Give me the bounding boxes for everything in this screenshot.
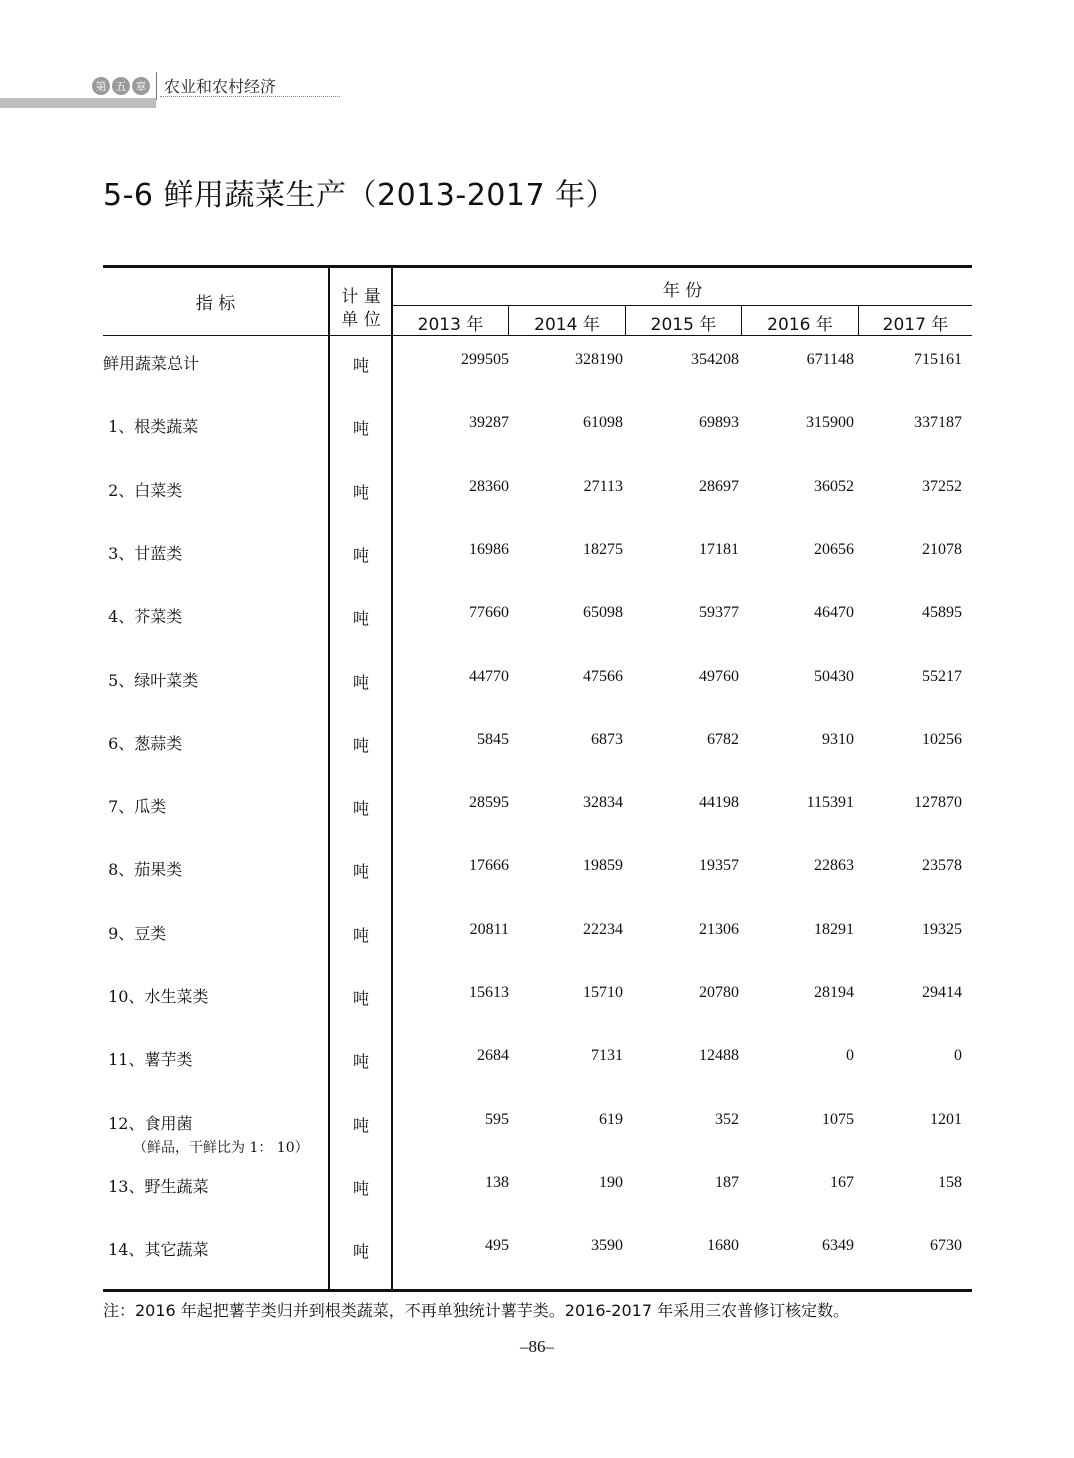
row-value-cell: 158 [938,1174,962,1191]
table-row [103,1237,972,1300]
table-row [103,604,972,667]
header-year: 2017 年 [882,315,949,335]
row-unit: 吨 [352,1116,369,1135]
table-row [103,984,972,1047]
row-indicator-name: 11、薯芋类 [103,1050,193,1069]
row-value-cell: 595 [485,1111,509,1128]
row-value-cell: 12488 [699,1047,739,1064]
row-value-cell: 138 [485,1174,509,1191]
row-indicator-name: 8、茄果类 [103,860,183,879]
row-value-cell: 28697 [699,478,739,495]
row-value-cell: 495 [485,1237,509,1254]
row-value-cell: 32834 [583,794,623,811]
row-value-cell: 10256 [922,731,962,748]
row-unit: 吨 [352,989,369,1008]
table-row [103,478,972,541]
header-unit-line1: 计 量 [341,287,381,307]
row-indicator-name: 鲜用蔬菜总计 [103,354,200,373]
year-group-rule [392,305,972,306]
row-value-cell: 167 [830,1174,854,1191]
row-value-cell: 17666 [469,857,509,874]
row-unit: 吨 [352,1052,369,1071]
row-unit: 吨 [352,673,369,692]
row-value-cell: 44770 [469,668,509,685]
row-unit: 吨 [352,356,369,375]
row-indicator-name: 6、葱蒜类 [103,734,183,753]
row-indicator-note: （鲜品，干鲜比为 1： 10） [133,1140,309,1156]
header-divider [156,72,157,100]
row-value-cell: 1680 [707,1237,739,1254]
running-header [0,0,1074,110]
row-value-cell: 3590 [591,1237,623,1254]
row-indicator-name: 14、其它蔬菜 [103,1240,209,1259]
row-unit: 吨 [352,736,369,755]
row-value-cell: 20780 [699,984,739,1001]
row-indicator-name: 3、甘蓝类 [103,544,183,563]
row-indicator-name: 5、绿叶菜类 [103,671,199,690]
row-value-cell: 337187 [914,414,962,431]
row-value-cell: 127870 [914,794,962,811]
chapter-title: 农业和农村经济 [164,77,277,96]
row-unit: 吨 [352,1179,369,1198]
row-value-cell: 187 [715,1174,739,1191]
row-value-cell: 17181 [699,541,739,558]
row-value-cell: 21078 [922,541,962,558]
row-value-cell: 28360 [469,478,509,495]
row-unit: 吨 [352,926,369,945]
row-value-cell: 27113 [583,478,623,495]
row-value-cell: 59377 [699,604,739,621]
row-value-cell: 6782 [707,731,739,748]
table-row [103,351,972,414]
row-value-cell: 299505 [461,351,509,368]
row-unit: 吨 [352,419,369,438]
row-value-cell: 39287 [469,414,509,431]
data-table [103,265,972,1292]
row-value-cell: 18291 [814,921,854,938]
row-value-cell: 16986 [469,541,509,558]
header-dotted-rule [160,96,340,97]
row-indicator-name: 4、芥菜类 [103,607,183,626]
header-year: 2014 年 [534,315,600,335]
row-value-cell: 50430 [814,668,854,685]
table-top-rule [103,265,972,268]
row-value-cell: 15613 [469,984,509,1001]
row-value-cell: 69893 [699,414,739,431]
table-row [103,668,972,731]
row-value-cell: 18275 [583,541,623,558]
header-indicator: 指 标 [195,294,236,314]
row-indicator-name: 12、食用菌 [103,1114,193,1133]
row-value-cell: 315900 [806,414,854,431]
table-row [103,541,972,604]
row-indicator-name: 9、豆类 [103,924,167,943]
table-row [103,731,972,794]
row-indicator-name: 7、瓜类 [103,797,167,816]
row-indicator-name: 1、根类蔬菜 [103,417,199,436]
row-value-cell: 354208 [691,351,739,368]
row-value-cell: 29414 [922,984,962,1001]
row-value-cell: 15710 [583,984,623,1001]
row-value-cell: 20656 [814,541,854,558]
row-value-cell: 671148 [806,351,854,368]
row-value-cell: 55217 [922,668,962,685]
row-unit: 吨 [352,1242,369,1261]
row-unit: 吨 [352,546,369,565]
row-unit: 吨 [352,483,369,502]
row-value-cell: 49760 [699,668,739,685]
row-value-cell: 46470 [814,604,854,621]
footnote: 注：2016 年起把薯芋类归并到根类蔬菜，不再单独统计薯芋类。2016-2017 年采用三农普修订核定数。 [103,1301,850,1320]
chapter-badge-char: 章 [132,77,150,95]
table-row [103,794,972,857]
row-value-cell: 22234 [583,921,623,938]
page-number: –86– [520,1337,554,1356]
row-unit: 吨 [352,799,369,818]
row-value-cell: 715161 [914,351,962,368]
header-year: 2016 年 [767,315,833,335]
row-value-cell: 65098 [583,604,623,621]
row-value-cell: 28595 [469,794,509,811]
row-value-cell: 20811 [469,921,509,938]
row-unit: 吨 [352,609,369,628]
row-value-cell: 19325 [922,921,962,938]
row-value-cell: 2684 [477,1047,509,1064]
row-value-cell: 22863 [814,857,854,874]
row-value-cell: 61098 [583,414,623,431]
row-value-cell: 47566 [583,668,623,685]
row-value-cell: 6730 [930,1237,962,1254]
header-year: 2013 年 [417,315,484,335]
row-value-cell: 77660 [469,604,509,621]
row-value-cell: 115391 [806,794,854,811]
table-row [103,1111,972,1174]
row-value-cell: 21306 [699,921,739,938]
row-indicator-name: 10、水生菜类 [103,987,209,1006]
row-unit: 吨 [352,862,369,881]
row-value-cell: 28194 [814,984,854,1001]
row-value-cell: 19859 [583,857,623,874]
row-value-cell: 619 [599,1111,623,1128]
row-value-cell: 0 [846,1047,854,1064]
row-value-cell: 0 [954,1047,962,1064]
table-row [103,857,972,920]
row-value-cell: 37252 [922,478,962,495]
header-year: 2015 年 [650,315,717,335]
page-title: 5-6 鲜用蔬菜生产（2013-2017 年） [103,178,617,213]
chapter-badge-char: 五 [112,77,130,95]
row-indicator-name: 13、野生蔬菜 [103,1177,209,1196]
row-indicator-name: 2、白菜类 [103,481,183,500]
row-value-cell: 190 [599,1174,623,1191]
header-years-group: 年 份 [662,281,703,301]
row-value-cell: 6349 [822,1237,854,1254]
row-value-cell: 5845 [477,731,509,748]
row-value-cell: 7131 [591,1047,623,1064]
chapter-badge [92,74,150,98]
row-value-cell: 352 [715,1111,739,1128]
row-value-cell: 9310 [822,731,854,748]
table-row [103,921,972,984]
header-unit-line2: 单 位 [341,310,381,330]
table-row [103,414,972,477]
table-row [103,1174,972,1237]
row-value-cell: 44198 [699,794,739,811]
row-value-cell: 23578 [922,857,962,874]
table-row [103,1047,972,1110]
row-value-cell: 19357 [699,857,739,874]
row-value-cell: 36052 [814,478,854,495]
row-value-cell: 6873 [591,731,623,748]
header-gray-bar [0,98,156,108]
row-value-cell: 1075 [822,1111,854,1128]
row-value-cell: 1201 [930,1111,962,1128]
chapter-badge-char: 第 [92,77,110,95]
row-value-cell: 45895 [922,604,962,621]
row-value-cell: 328190 [575,351,623,368]
header-bottom-rule [103,335,972,336]
